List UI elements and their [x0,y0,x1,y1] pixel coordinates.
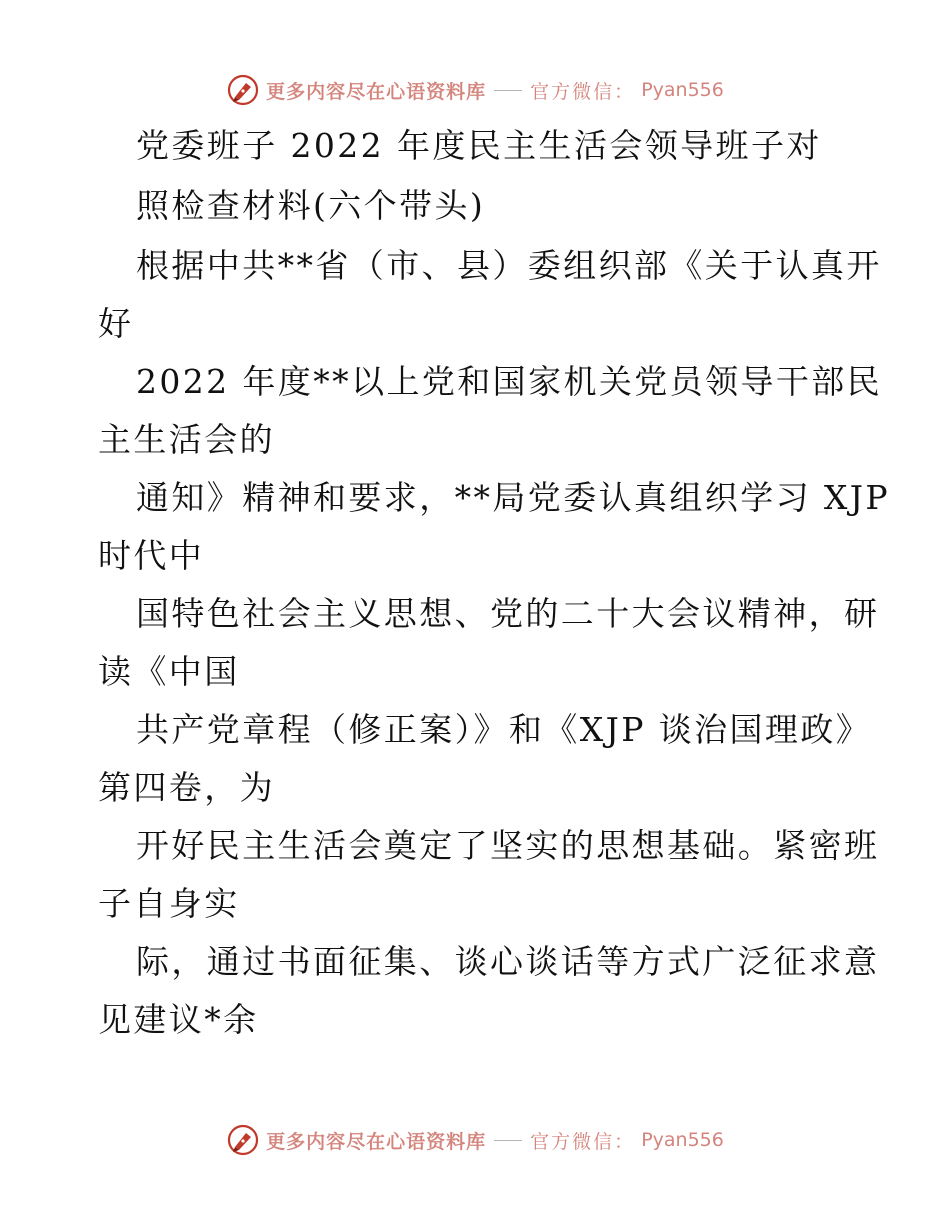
body-line: 时代中 [98,536,205,575]
body-line: 国特色社会主义思想、党的二十大会议精神，研 [136,594,880,633]
watermark-main-text: 更多内容尽在心语资料库 [266,1130,487,1153]
watermark-sub-text: 官方微信： [530,1130,636,1153]
watermark-dash [494,1140,522,1141]
body-line: 共产党章程（修正案）》和《XJP 谈治国理政》 [136,710,872,749]
watermark-sub-text: 官方微信： [530,80,636,103]
watermark-id-text: Pyan556 [641,1129,724,1151]
body-line: 好 [98,304,134,343]
body-line: 根据中共**省（市、县）委组织部《关于认真开 [136,246,882,285]
body-line: 读《中国 [98,652,240,691]
body-line: 子自身实 [98,884,240,923]
footer-watermark [0,1120,950,1160]
watermark-dash [494,90,522,91]
document-title-line-1: 党委班子 2022 年度民主生活会领导班子对 [136,126,822,165]
watermark-main-text: 更多内容尽在心语资料库 [266,80,487,103]
header-watermark [0,70,950,110]
body-line: 主生活会的 [98,420,275,459]
body-line: 第四卷，为 [98,768,275,807]
body-line: 际，通过书面征集、谈心谈话等方式广泛征求意 [136,942,880,981]
body-line: 开好民主生活会奠定了坚实的思想基础。紧密班 [136,826,880,865]
body-line: 2022 年度**以上党和国家机关党员领导干部民 [136,362,883,401]
body-line: 通知》精神和要求，**局党委认真组织学习 XJP [136,478,891,517]
pen-nib-logo-icon [226,1123,260,1157]
document-title-line-2: 照检查材料(六个带头) [136,186,486,225]
pen-nib-logo-icon [226,73,260,107]
watermark-id-text: Pyan556 [641,79,724,101]
body-line: 见建议*余 [98,1000,259,1039]
